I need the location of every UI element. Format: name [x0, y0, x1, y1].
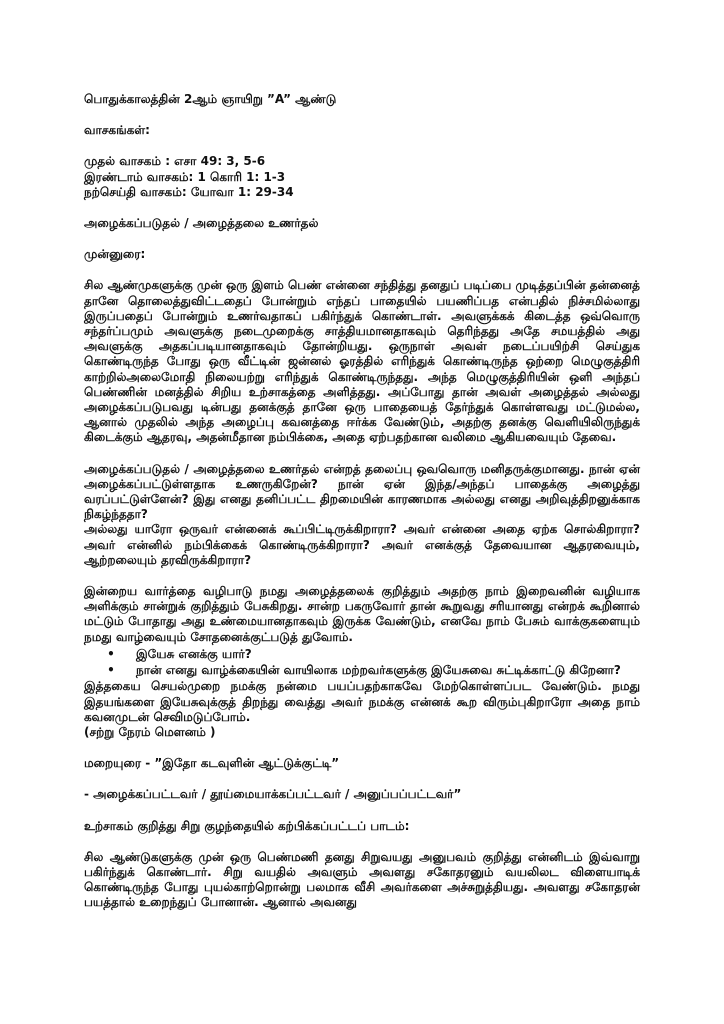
readings-heading: வாசகங்கள்:	[84, 123, 150, 138]
bullet-text: இயேசு எனக்கு யார்?	[136, 646, 252, 661]
reading-second: இரண்டாம் வாசகம்: 1 கொரி 1: 1-3	[84, 169, 286, 184]
questions-paragraph: அல்லது யாரோ ஒருவர் என்னைக் கூப்பிட்டிருக்கிறாரா? அவர் என்னை அதை ஏற்க சொல்கிறாரா? அவர் என்னில் நம்பிக்கைக் கொண்டிருக்கிறாரா? அவர் எனக்குத் தேவையான ஆதரவையும், ஆற்றலையும் தரவிருக்கிறாரா?	[84, 522, 640, 567]
bullet-item	[107, 646, 640, 662]
intro-paragraph: சில ஆண்முகளுக்கு முன் ஒரு இளம் பெண் என்னை சந்தித்து தனதுப் படிப்பை முடித்தப்பின் தன்னைத் தானே தொலைத்துவிட்டதைப் போன்றும் எந்தப் பாதையில் பயணிப்பத என்பதில் நிச்சமில்லாது இருப்பதைப் போன்றும் உணர்வதாகப் பகிர்ந்துக் கொண்டாள். அவளுக்கக் கிடைத்த ஒவ்வொரு சந்தர்ப்பமும் அவளுக்கு நடைமுறைக்கு சாத்தியமானதாகவும் தெரிந்தது அதே சமயத்தில் அது அவளுக்கு அதகப்படியானதாகவும் தோன்றியது. ஒருநாள் அவள் நடைப்பயிற்சி செய்துக கொண்டிருந்த போது ஒரு வீட்டின் ஜன்னல் ஓரத்தில் எரிந்துக் கொண்டிருந்த ஒற்றை மெழுகுத்திரி காற்றில்அலைமோதி நிலையற்று எரிந்துக் கொண்டிருந்தது. அந்த மெழுகுத்திரியின் ஒளி அந்தப் பெண்ணின் மனத்தில் சிறிய உற்சாகத்தை அளித்தது. அப்போது தான் அவள் அழைத்தல் அல்லது அழைக்கப்படுபவது டின்பது தனக்குத் தானே ஒரு பாதையைத் தேர்ந்துக் கொள்ளவது மட்டுமல்ல, ஆனால் முதலில் அந்த அழைப்பு கவனத்தை ஈர்க்க வேண்டும், அதற்கு தனக்கு வெளியிலிருந்துக் கிடைக்கும் ஆதரவு, அதன்மீதான நம்பிக்கை, அதை ஏற்பதற்கான வலிமை ஆகியவையும் தேவை.	[84, 278, 640, 445]
document-page	[84, 92, 640, 911]
reflection-questions	[84, 647, 640, 678]
homily-title: மறையுரை - ”இதோ கடவுளின் ஆட்டுக்குட்டி”	[84, 756, 340, 771]
bullet-icon: •	[107, 663, 115, 678]
reflection-paragraph: இத்தகைய செயல்முறை நமக்கு நன்மை பயப்பதற்காகவே மேற்கொள்ளப்பட வேண்டும். நமது இதயங்களை இயேசுவுக்குத் திறந்து வைத்து அவர் நமக்கு என்னக் கூற விரும்புகிறாரோ அதை நாம் கவனமுடன் செவிமடுப்போம்.	[84, 679, 640, 724]
calling-paragraph: அழைக்கப்படுதல் / அழைத்தலை உணர்தல் என்றத் தலைப்பு ஒவவொரு மனிதருக்குமானது. நான் ஏன் அழைக்கப்பட்டுள்ளதாக உணருகிறேன்? நான் ஏன் இந்த/அந்தப் பாதைக்கு அழைத்து வரப்பட்டுள்ளேன்? இது எனது தனிப்பட்ட திறமையின் காரணமாக அல்லது எனது அறிவுத்திறனுக்காக நிகழ்ந்ததா?	[84, 461, 640, 522]
bullet-icon: •	[107, 646, 115, 661]
homily-subtitle: - அழைக்கப்பட்டவர் / தூய்மையாக்கப்பட்டவர் / அனுப்பப்பட்டவர்”	[84, 787, 462, 802]
theme-heading: அழைக்கப்படுதல் / அழைத்தலை உணர்தல்	[84, 216, 319, 231]
story-paragraph: சில ஆண்டுகளுக்கு முன் ஒரு பெண்மணி தனது சிறுவயது அனுபவம் குறித்து என்னிடம் இவ்வாறு பகிர்ந்துக் கொண்டார். சிறு வயதில் அவளும் அவளது சகோதரனும் வயலிலட விளையாடிக் கொண்டிருந்த போது புயல்காற்றொன்று பலமாக வீசி அவர்களை அச்சுறுத்தியது. அவளது சகோதரன் பயத்தால் உறைந்துப் போனான். ஆனால் அவனது	[84, 849, 640, 910]
liturgy-paragraph: இன்றைய வார்த்தை வழிபாடு நமது அழைத்தலைக் குறித்தும் அதற்கு நாம் இறைவனின் வழியாக அளிக்கும் சான்றுக் குறித்தும் பேசுகிறது. சான்ற பகருவோர் தான் கூறுவது சரியானது என்றக் கூறினால் மட்டும் போதாது அது உண்மையானதாகவும் இருக்க வேண்டும், எனவே நாம் பேசும் வாக்குகளையும் நமது வாழ்வையும் சோதனைக்குட்படுத் துவோம்.	[84, 584, 640, 644]
document-title: பொதுக்காலத்தின் 2ஆம் ஞாயிறு ”A” ஆண்டு	[84, 92, 337, 106]
bullet-item	[107, 663, 640, 678]
intro-heading: முன்னுரை:	[84, 247, 146, 262]
reading-gospel: நற்செய்தி வாசகம்: யோவா 1: 29-34	[84, 184, 294, 199]
lesson-heading: உற்சாகம் குறித்து சிறு குழந்தையில் கற்பிக்கப்பட்டப் பாடம்:	[84, 818, 410, 833]
bullet-text: நான் எனது வாழ்க்கையின் வாயிலாக மற்றவர்களுக்கு இயேசுவை சுட்டிக்காட்டு கிறேனா?	[136, 663, 621, 678]
reading-first: முதல் வாசகம் : எசா 49: 3, 5-6	[84, 154, 266, 169]
readings-list	[84, 154, 640, 200]
silence-note: (சற்று நேரம் மௌனம் )	[84, 724, 216, 739]
